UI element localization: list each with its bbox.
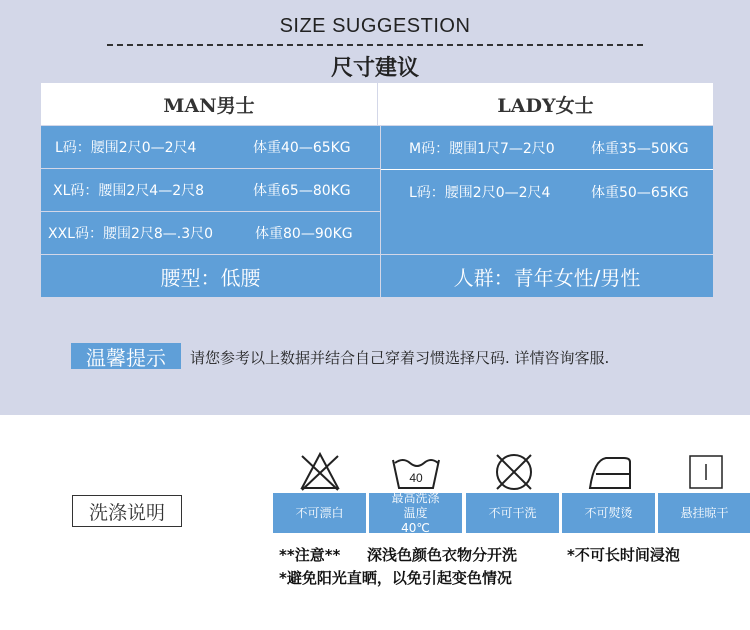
- care-note: 深浅色颜色衣物分开洗: [367, 546, 518, 564]
- care-label: 不可漂白: [273, 493, 366, 533]
- table-row: [41, 126, 380, 168]
- table-row: [41, 212, 380, 254]
- weight-cell: 体重80—90KG: [255, 226, 353, 242]
- size-cell: M码：腰围1尺7—2尺0: [409, 141, 555, 157]
- wash-temp-label: 40: [409, 471, 423, 485]
- table-row: [41, 169, 380, 211]
- weight-cell: 体重35—50KG: [591, 141, 689, 157]
- page-subtitle: 尺寸建议: [330, 56, 419, 81]
- row-divider: [381, 169, 713, 170]
- care-label: 不可干洗: [466, 493, 559, 533]
- hang-dry-icon: [680, 450, 732, 494]
- weight-cell: 体重40—65KG: [253, 140, 351, 156]
- care-note: **注意**: [279, 546, 341, 564]
- size-cell: L码：腰围2尺0—2尺4: [55, 140, 197, 156]
- man-header: MAN男士: [41, 83, 377, 125]
- audience: 人群：青年女性/男性: [381, 255, 713, 297]
- waist-type: 腰型：低腰: [41, 255, 380, 297]
- size-cell: L码：腰围2尺0—2尺4: [409, 185, 551, 201]
- weight-cell: 体重50—65KG: [591, 185, 689, 201]
- tip-label: 温馨提示: [71, 343, 181, 369]
- care-label: 最高洗涤温度40℃: [369, 493, 462, 533]
- tip-text: 请您参考以上数据并结合自己穿着习惯选择尺码. 详情咨询客服.: [190, 349, 610, 367]
- size-cell: XXL码：腰围2尺8—.3尺0: [48, 226, 214, 242]
- dashed-divider: [107, 44, 643, 46]
- care-note: *不可长时间浸泡: [567, 546, 680, 564]
- care-title: 洗涤说明: [72, 495, 182, 527]
- page-title: SIZE SUGGESTION: [279, 15, 471, 37]
- lady-rows-block: [381, 126, 713, 254]
- size-table: [41, 83, 713, 297]
- no-iron-icon: [584, 450, 636, 494]
- care-label: 悬挂晾干: [658, 493, 750, 533]
- size-cell: XL码：腰围2尺4—2尺8: [53, 183, 205, 199]
- wash-40-icon: [390, 450, 442, 494]
- weight-cell: 体重65—80KG: [253, 183, 351, 199]
- no-dry-clean-icon: [488, 450, 540, 494]
- no-bleach-icon: [294, 450, 346, 494]
- lady-header: LADY女士: [378, 83, 713, 125]
- care-note: *避免阳光直晒，以免引起变色情况: [279, 569, 512, 587]
- care-label: 不可熨烫: [562, 493, 655, 533]
